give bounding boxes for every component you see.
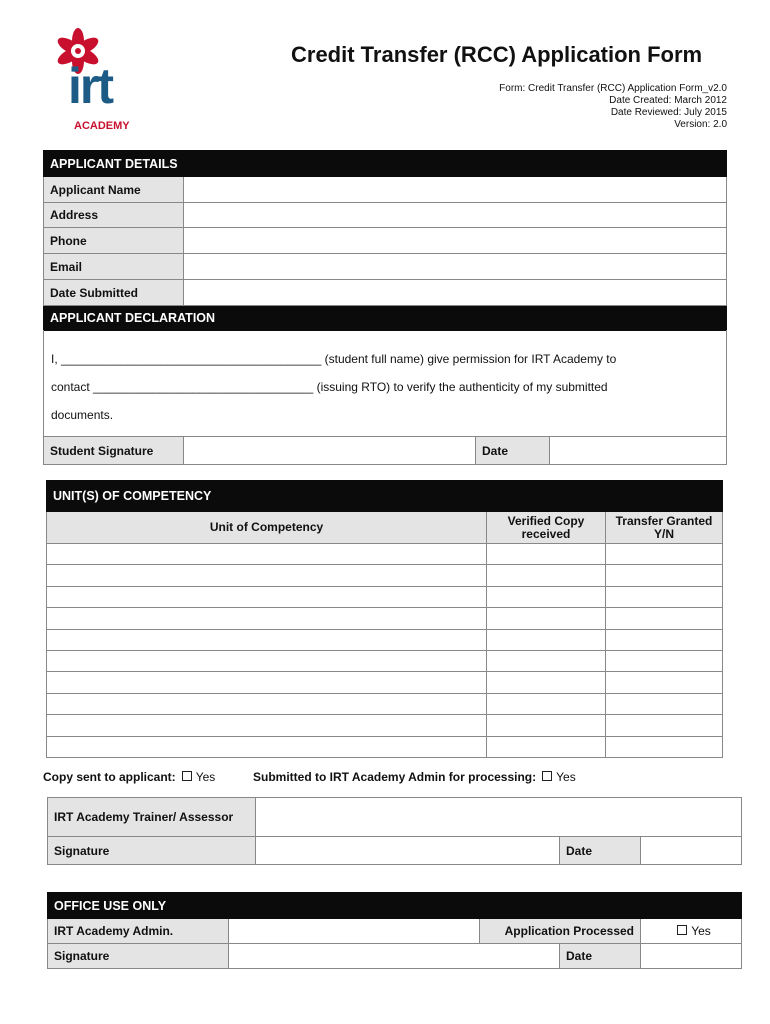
application-processed-checkbox[interactable] [677, 925, 687, 935]
applicant-details-table [43, 150, 727, 331]
office-signature-label: Signature [48, 944, 229, 969]
unit-of-competency-header: Unit of Competency [47, 512, 487, 544]
table-row [47, 650, 723, 671]
office-signature-field[interactable] [229, 944, 560, 969]
trainer-signature-label: Signature [48, 837, 256, 865]
verified-cell[interactable] [487, 544, 606, 565]
trainer-date-field[interactable] [641, 837, 742, 865]
student-signature-label: Student Signature [44, 437, 184, 465]
unit-cell[interactable] [47, 650, 487, 671]
transfer-cell[interactable] [606, 693, 723, 714]
page-title: Credit Transfer (RCC) Application Form [291, 42, 703, 67]
unit-cell[interactable] [47, 565, 487, 586]
applicant-name-label: Applicant Name [44, 177, 184, 203]
admin-label: IRT Academy Admin. [48, 919, 229, 944]
meta-created: Date Created: March 2012 [609, 95, 727, 106]
form-metadata [499, 83, 727, 131]
verified-cell[interactable] [487, 586, 606, 607]
logo-wordmark: irt [68, 58, 112, 114]
verified-cell[interactable] [487, 672, 606, 693]
trainer-label: IRT Academy Trainer/ Assessor [48, 798, 256, 837]
applicant-name-field[interactable] [184, 177, 727, 203]
declaration-line-1: I, _______________________________________ (student full name) give permission for IRT Academy to [51, 352, 617, 366]
office-date-field[interactable] [641, 944, 742, 969]
transfer-granted-header: Transfer Granted Y/N [606, 512, 723, 544]
transfer-cell[interactable] [606, 608, 723, 629]
table-row [47, 736, 723, 757]
transfer-cell[interactable] [606, 544, 723, 565]
verified-cell[interactable] [487, 565, 606, 586]
student-signature-table [43, 436, 727, 465]
copy-sent-label: Copy sent to applicant: [43, 770, 176, 784]
admin-field[interactable] [229, 919, 480, 944]
address-label: Address [44, 203, 184, 228]
email-label: Email [44, 254, 184, 280]
table-row [47, 544, 723, 565]
transfer-cell[interactable] [606, 629, 723, 650]
unit-cell[interactable] [47, 608, 487, 629]
applicant-declaration-heading: APPLICANT DECLARATION [44, 306, 727, 331]
transfer-cell[interactable] [606, 565, 723, 586]
copy-sent-checkbox[interactable] [182, 771, 192, 781]
table-row [47, 672, 723, 693]
table-row [47, 715, 723, 736]
table-row [47, 693, 723, 714]
trainer-signature-field[interactable] [256, 837, 560, 865]
transfer-cell[interactable] [606, 672, 723, 693]
email-field[interactable] [184, 254, 727, 280]
unit-cell[interactable] [47, 672, 487, 693]
units-table [46, 480, 723, 758]
verified-cell[interactable] [487, 736, 606, 757]
verified-cell[interactable] [487, 693, 606, 714]
table-row [47, 608, 723, 629]
table-row [47, 629, 723, 650]
units-heading: UNIT(S) OF COMPETENCY [47, 481, 723, 512]
meta-reviewed: Date Reviewed: July 2015 [610, 107, 727, 118]
declaration-text [43, 330, 727, 437]
address-field[interactable] [184, 203, 727, 228]
student-date-label: Date [476, 437, 550, 465]
submitted-row [253, 770, 576, 784]
verified-cell[interactable] [487, 608, 606, 629]
verified-cell[interactable] [487, 715, 606, 736]
applicant-details-heading: APPLICANT DETAILS [44, 151, 727, 177]
submitted-label: Submitted to IRT Academy Admin for processing: [253, 770, 537, 784]
transfer-cell[interactable] [606, 650, 723, 671]
transfer-cell[interactable] [606, 586, 723, 607]
copy-sent-row [43, 770, 215, 784]
verified-cell[interactable] [487, 650, 606, 671]
office-use-table [47, 892, 742, 969]
trainer-date-label: Date [560, 837, 641, 865]
verified-cell[interactable] [487, 629, 606, 650]
student-signature-field[interactable] [184, 437, 476, 465]
unit-cell[interactable] [47, 586, 487, 607]
meta-version: Version: 2.0 [674, 119, 727, 130]
date-submitted-label: Date Submitted [44, 280, 184, 306]
table-row [47, 586, 723, 607]
application-processed-yes: Yes [691, 924, 711, 938]
meta-form: Form: Credit Transfer (RCC) Application Form_v2.0 [499, 83, 727, 94]
student-date-field[interactable] [550, 437, 727, 465]
office-use-heading: OFFICE USE ONLY [48, 893, 742, 919]
trainer-table [47, 797, 742, 865]
submitted-checkbox[interactable] [542, 771, 552, 781]
unit-cell[interactable] [47, 736, 487, 757]
phone-label: Phone [44, 228, 184, 254]
office-date-label: Date [560, 944, 641, 969]
application-processed-label: Application Processed [480, 919, 641, 944]
logo-tagline: ACADEMY [74, 120, 130, 132]
phone-field[interactable] [184, 228, 727, 254]
transfer-cell[interactable] [606, 715, 723, 736]
submitted-yes: Yes [556, 770, 576, 784]
table-row [47, 565, 723, 586]
copy-sent-yes: Yes [195, 770, 216, 784]
application-processed-cell[interactable] [641, 919, 742, 944]
irt-academy-logo [46, 26, 146, 136]
verified-copy-header: Verified Copy received [487, 512, 606, 544]
unit-cell[interactable] [47, 693, 487, 714]
unit-cell[interactable] [47, 544, 487, 565]
unit-cell[interactable] [47, 629, 487, 650]
declaration-line-2: contact _________________________________ (issuing RTO) to verify the authenticity of my submitted [51, 380, 608, 394]
transfer-cell[interactable] [606, 736, 723, 757]
date-submitted-field[interactable] [184, 280, 727, 306]
unit-cell[interactable] [47, 715, 487, 736]
trainer-field[interactable] [256, 798, 742, 837]
declaration-line-3: documents. [51, 408, 114, 422]
